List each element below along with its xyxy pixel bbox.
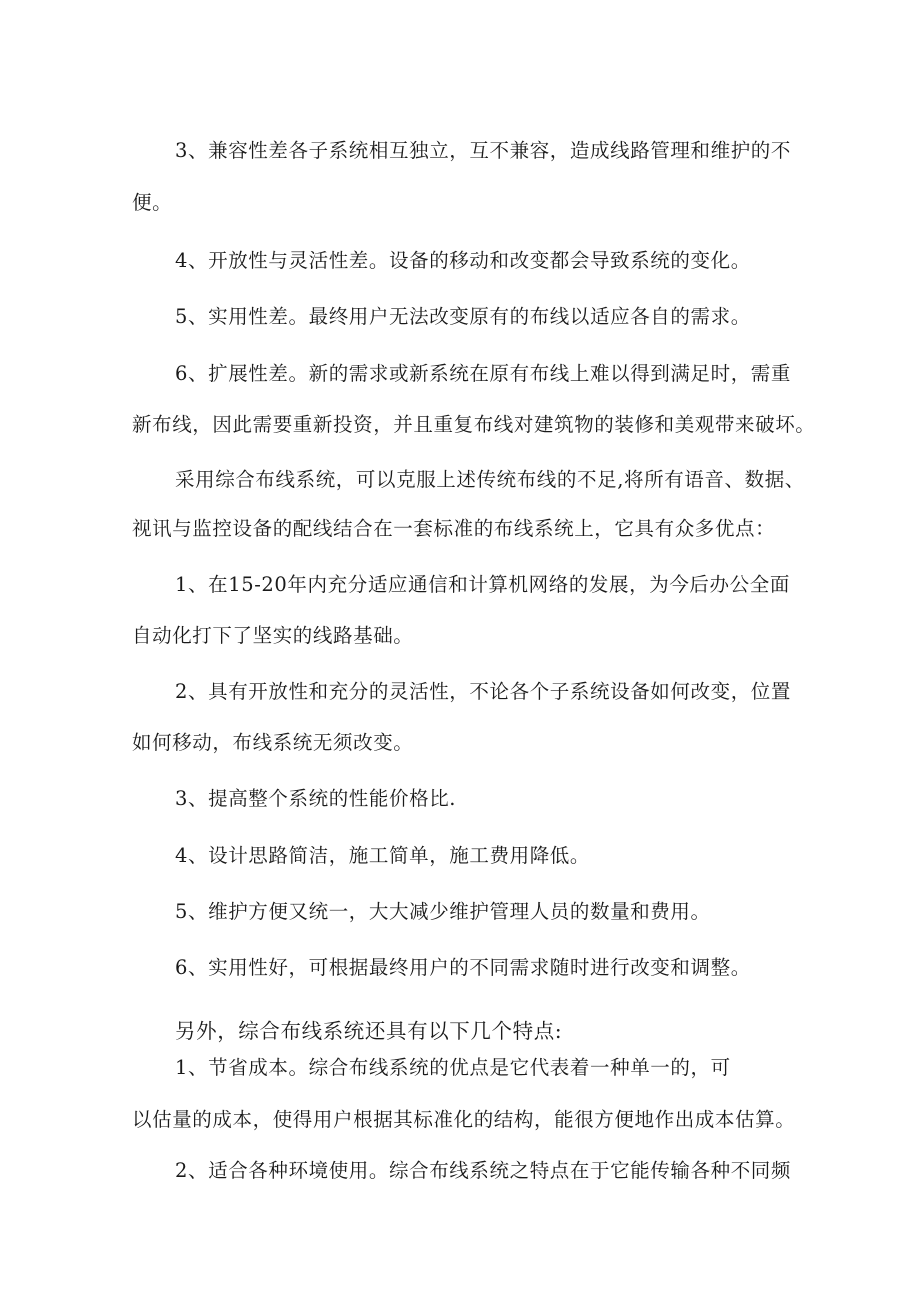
paragraph-line: 新布线，因此需要重新投资，并且重复布线对建筑物的装修和美观带来破坏。	[132, 412, 816, 436]
paragraph-line: 5、维护方便又统一，大大减少维护管理人员的数量和费用。	[175, 899, 711, 923]
paragraph-line: 2、适合各种环境使用。综合布线系统之特点在于它能传输各种不同频	[175, 1158, 792, 1182]
paragraph-line: 视讯与监控设备的配线结合在一套标准的布线系统上，它具有众多优点：	[132, 516, 776, 540]
paragraph-line: 2、具有开放性和充分的灵活性，不论各个子系统设备如何改变，位置	[175, 679, 792, 703]
paragraph-line: 1、在15-20年内充分适应通信和计算机网络的发展，为今后办公全面	[175, 572, 790, 596]
paragraph-line: 如何移动，布线系统无须改变。	[132, 730, 414, 754]
paragraph-line: 1、节省成本。综合布线系统的优点是它代表着一种单一的，可	[175, 1055, 731, 1079]
paragraph-line: 5、实用性差。最终用户无法改变原有的布线以适应各自的需求。	[175, 304, 751, 328]
paragraph-line: 3、兼容性差各子系统相互独立，互不兼容，造成线路管理和维护的不	[175, 138, 792, 162]
paragraph-line: 4、设计思路简洁，施工简单，施工费用降低。	[175, 843, 591, 867]
paragraph-line: 4、开放性与灵活性差。设备的移动和改变都会导致系统的变化。	[175, 248, 751, 272]
paragraph-line: 6、扩展性差。新的需求或新系统在原有布线上难以得到满足时，需重	[175, 361, 792, 385]
paragraph-line: 便。	[132, 190, 173, 214]
paragraph-line: 3、提高整个系统的性能价格比.	[175, 786, 457, 810]
paragraph-line: 以估量的成本，使得用户根据其标准化的结构，能很方便地作出成本估算。	[132, 1107, 796, 1131]
paragraph-line: 采用综合布线系统，可以克服上述传统布线的不足,将所有语音、数据、	[175, 467, 805, 491]
paragraph-line: 6、实用性好，可根据最终用户的不同需求随时进行改变和调整。	[175, 955, 751, 979]
paragraph-line: 自动化打下了坚实的线路基础。	[132, 623, 414, 647]
paragraph-line: 另外，综合布线系统还具有以下几个特点:	[175, 1018, 563, 1043]
